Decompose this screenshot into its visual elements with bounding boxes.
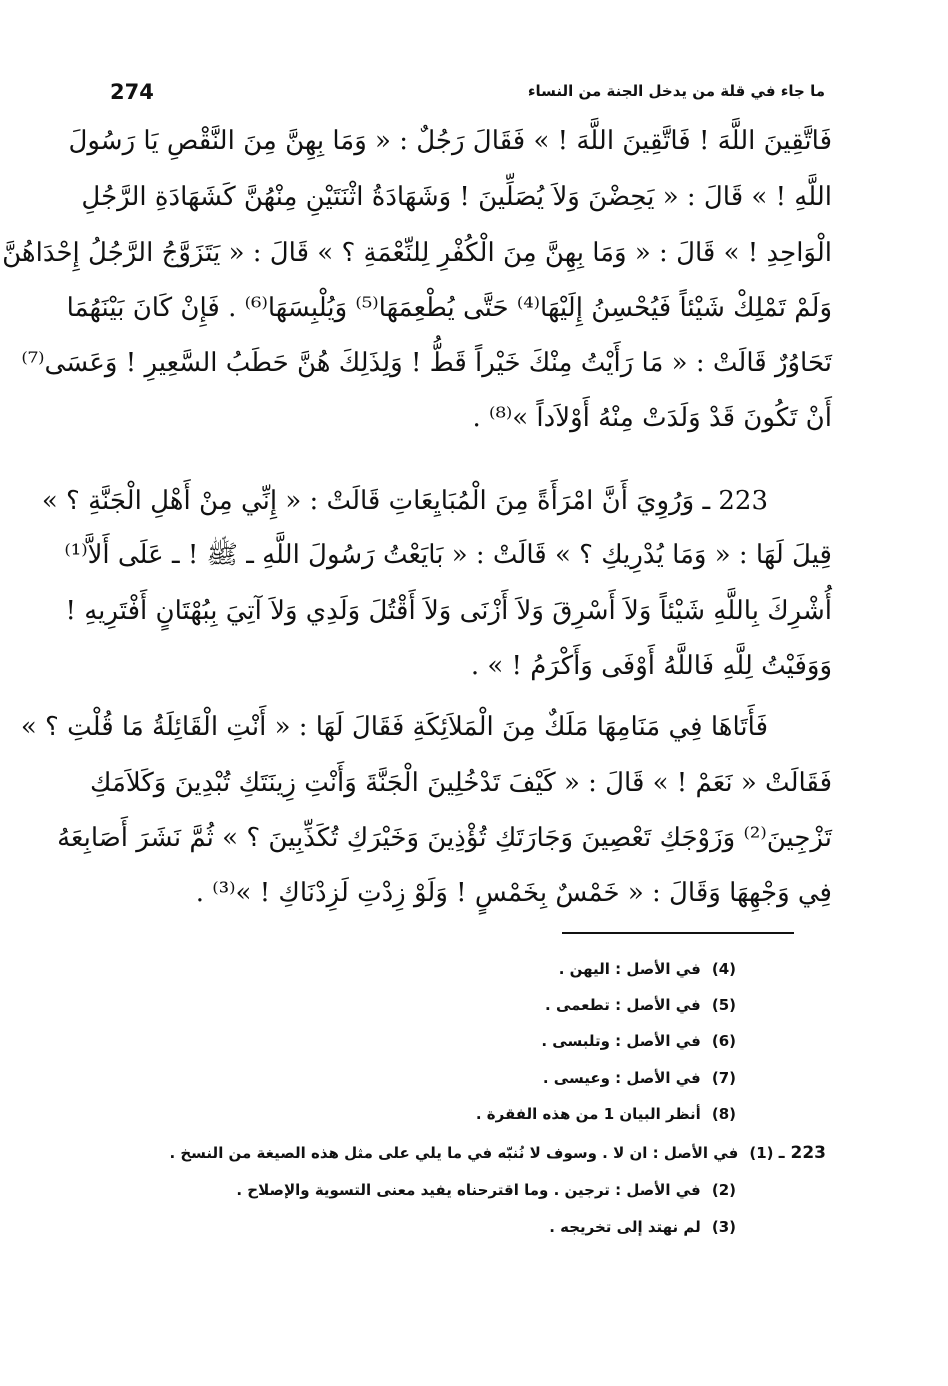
footnote-text: في الأصل : وعيسى .	[542, 1069, 701, 1087]
footnote-number: (6)	[711, 1032, 736, 1050]
footnote	[549, 1218, 736, 1236]
footnote	[545, 996, 736, 1014]
text-line: فَقَالَتْ « نَعَمْ ! » قَالَ : « كَيْفَ تَدْخُلِينَ الْجَنَّةَ وَأَنْتِ زِينَتَكِ تُبْدِينَ وَكَلاَمَكِ	[90, 768, 832, 798]
text-line: وَلَمْ تَمْلِكْ شَيْئاً فَيُحْسِنُ إِلَيْهَا⁽⁴⁾ حَتَّى يُطْعِمَهَا⁽⁵⁾ وَيُلْبِسَهَا⁽⁶⁾ . فَإِنْ كَانَ بَيْنَهُمَا	[66, 293, 832, 323]
page-number: 274	[110, 80, 154, 104]
text-line: أُشْرِكَ بِاللَّهِ شَيْئاً وَلاَ أَسْرِقَ وَلاَ أَزْنَى وَلاَ أَقْتُلَ وَلَدِي وَلاَ آتِيَ بِبُهْتَانٍ أَفْتَرِيهِ !	[65, 596, 832, 626]
text-line: تَزْجِينَ⁽²⁾ وَزَوْجَكِ تَعْصِينَ وَجَارَتَكِ تُؤْذِينَ وَخَيْرَكِ تُكَذِّبِينَ ؟ » ثُمَّ نَشَرَ أَصَابِعَهُ	[57, 823, 832, 853]
footnote-number: (5)	[711, 996, 736, 1014]
footnote-number: (1)	[749, 1144, 774, 1162]
footnote-text: أنظر البيان 1 من هذه الفقرة .	[475, 1105, 701, 1123]
text-line: وَوَفَيْتُ لِلَّهِ فَاللَّهُ أَوْفَى وَأَكْرَمُ ! » .	[470, 651, 832, 681]
text-line: فَأَتَاهَا فِي مَنَامِهَا مَلَكٌ مِنَ الْمَلاَئِكَةِ فَقَالَ لَهَا : « أَنْتِ الْقَائِلَةُ مَا قُلْتِ ؟ »	[20, 712, 768, 742]
text-line: أَنْ تَكُونَ قَدْ وَلَدَتْ مِنْهُ أَوْلاَداً »⁽⁸⁾ .	[472, 403, 832, 433]
footnote-text: لم نهتد إلى تخريجه .	[549, 1218, 701, 1236]
footnote-text: في الأصل : تطعمى .	[545, 996, 701, 1014]
footnote	[559, 960, 736, 978]
footnote-number: (7)	[711, 1069, 736, 1087]
footnote	[543, 1069, 736, 1087]
footnote-text: في الأصل : ان لا . وسوف لا نُنبّه في ما يلي على مثل هذه الصيغة من النسخ .	[169, 1144, 739, 1162]
text-line: الْوَاحِدِ ! » قَالَ : « وَمَا بِهِنَّ مِنَ الْكُفْرِ لِلنِّعْمَةِ ؟ » قَالَ : « يَتَزَوَّجُ الرَّجُلُ إِحْدَاهُنَّ	[2, 238, 832, 268]
footnote	[541, 1032, 736, 1050]
text-line: فِي وَجْهِهَا وَقَالَ : « خَمْسٌ بِخَمْسٍ ! وَلَوْ زِدْتِ لَزِدْنَاكِ ! »⁽³⁾ .	[195, 878, 832, 908]
footnote-text: في الأصل : وتلبسى .	[541, 1032, 701, 1050]
footnote-group-label: 223 ـ	[778, 1143, 826, 1163]
footnote-separator	[562, 932, 794, 934]
text-line: فَاتَّقِينَ اللَّهَ ! فَاتَّقِينَ اللَّهَ ! » فَقَالَ رَجُلٌ : « وَمَا بِهِنَّ مِنَ النَّقْصِ يَا رَسُولَ	[68, 126, 832, 156]
text-line: تَحَاوُرٌ قَالَتْ : « مَا رَأَيْتُ مِنْكَ خَيْراً قَطُّ ! وَلِذَلِكَ هُنَّ حَطَبُ السَّعِيرِ ! وَعَسَى⁽⁷⁾	[21, 348, 832, 378]
footnote-number: (8)	[711, 1105, 736, 1123]
footnote	[236, 1181, 736, 1199]
text-line: قِيلَ لَهَا : « وَمَا يُدْرِيكِ ؟ » قَالَتْ : « بَايَعْتُ رَسُولَ اللَّهِ ـ ﷺ ! ـ عَلَى أَلاَّ⁽¹⁾	[64, 540, 832, 570]
footnote-number: (3)	[711, 1218, 736, 1236]
footnote	[169, 1143, 826, 1163]
footnote-text: في الأصل : ترجين . وما اقترحناه يفيد معنى التسوية والإصلاح .	[236, 1181, 701, 1199]
footnote-number: (2)	[711, 1181, 736, 1199]
page-header	[110, 80, 825, 120]
footnote	[476, 1105, 736, 1123]
text-line: 223 ـ وَرُوِيَ أَنَّ امْرَأَةً مِنَ الْمُبَايِعَاتِ قَالَتْ : « إِنِّي مِنْ أَهْلِ الْجَنَّةِ ؟ »	[41, 486, 768, 516]
running-title: ما جاء في قلة من يدخل الجنة من النساء	[527, 82, 825, 100]
footnote-text: في الأصل : اليهن .	[558, 960, 701, 978]
text-line: اللَّهِ ! » قَالَ : « يَحِضْنَ وَلاَ يُصَلِّينَ ! وَشَهَادَةُ اثْنَتَيْنِ مِنْهُنَّ كَشَهَادَةِ الرَّجُلِ	[81, 182, 832, 212]
footnote-number: (4)	[711, 960, 736, 978]
